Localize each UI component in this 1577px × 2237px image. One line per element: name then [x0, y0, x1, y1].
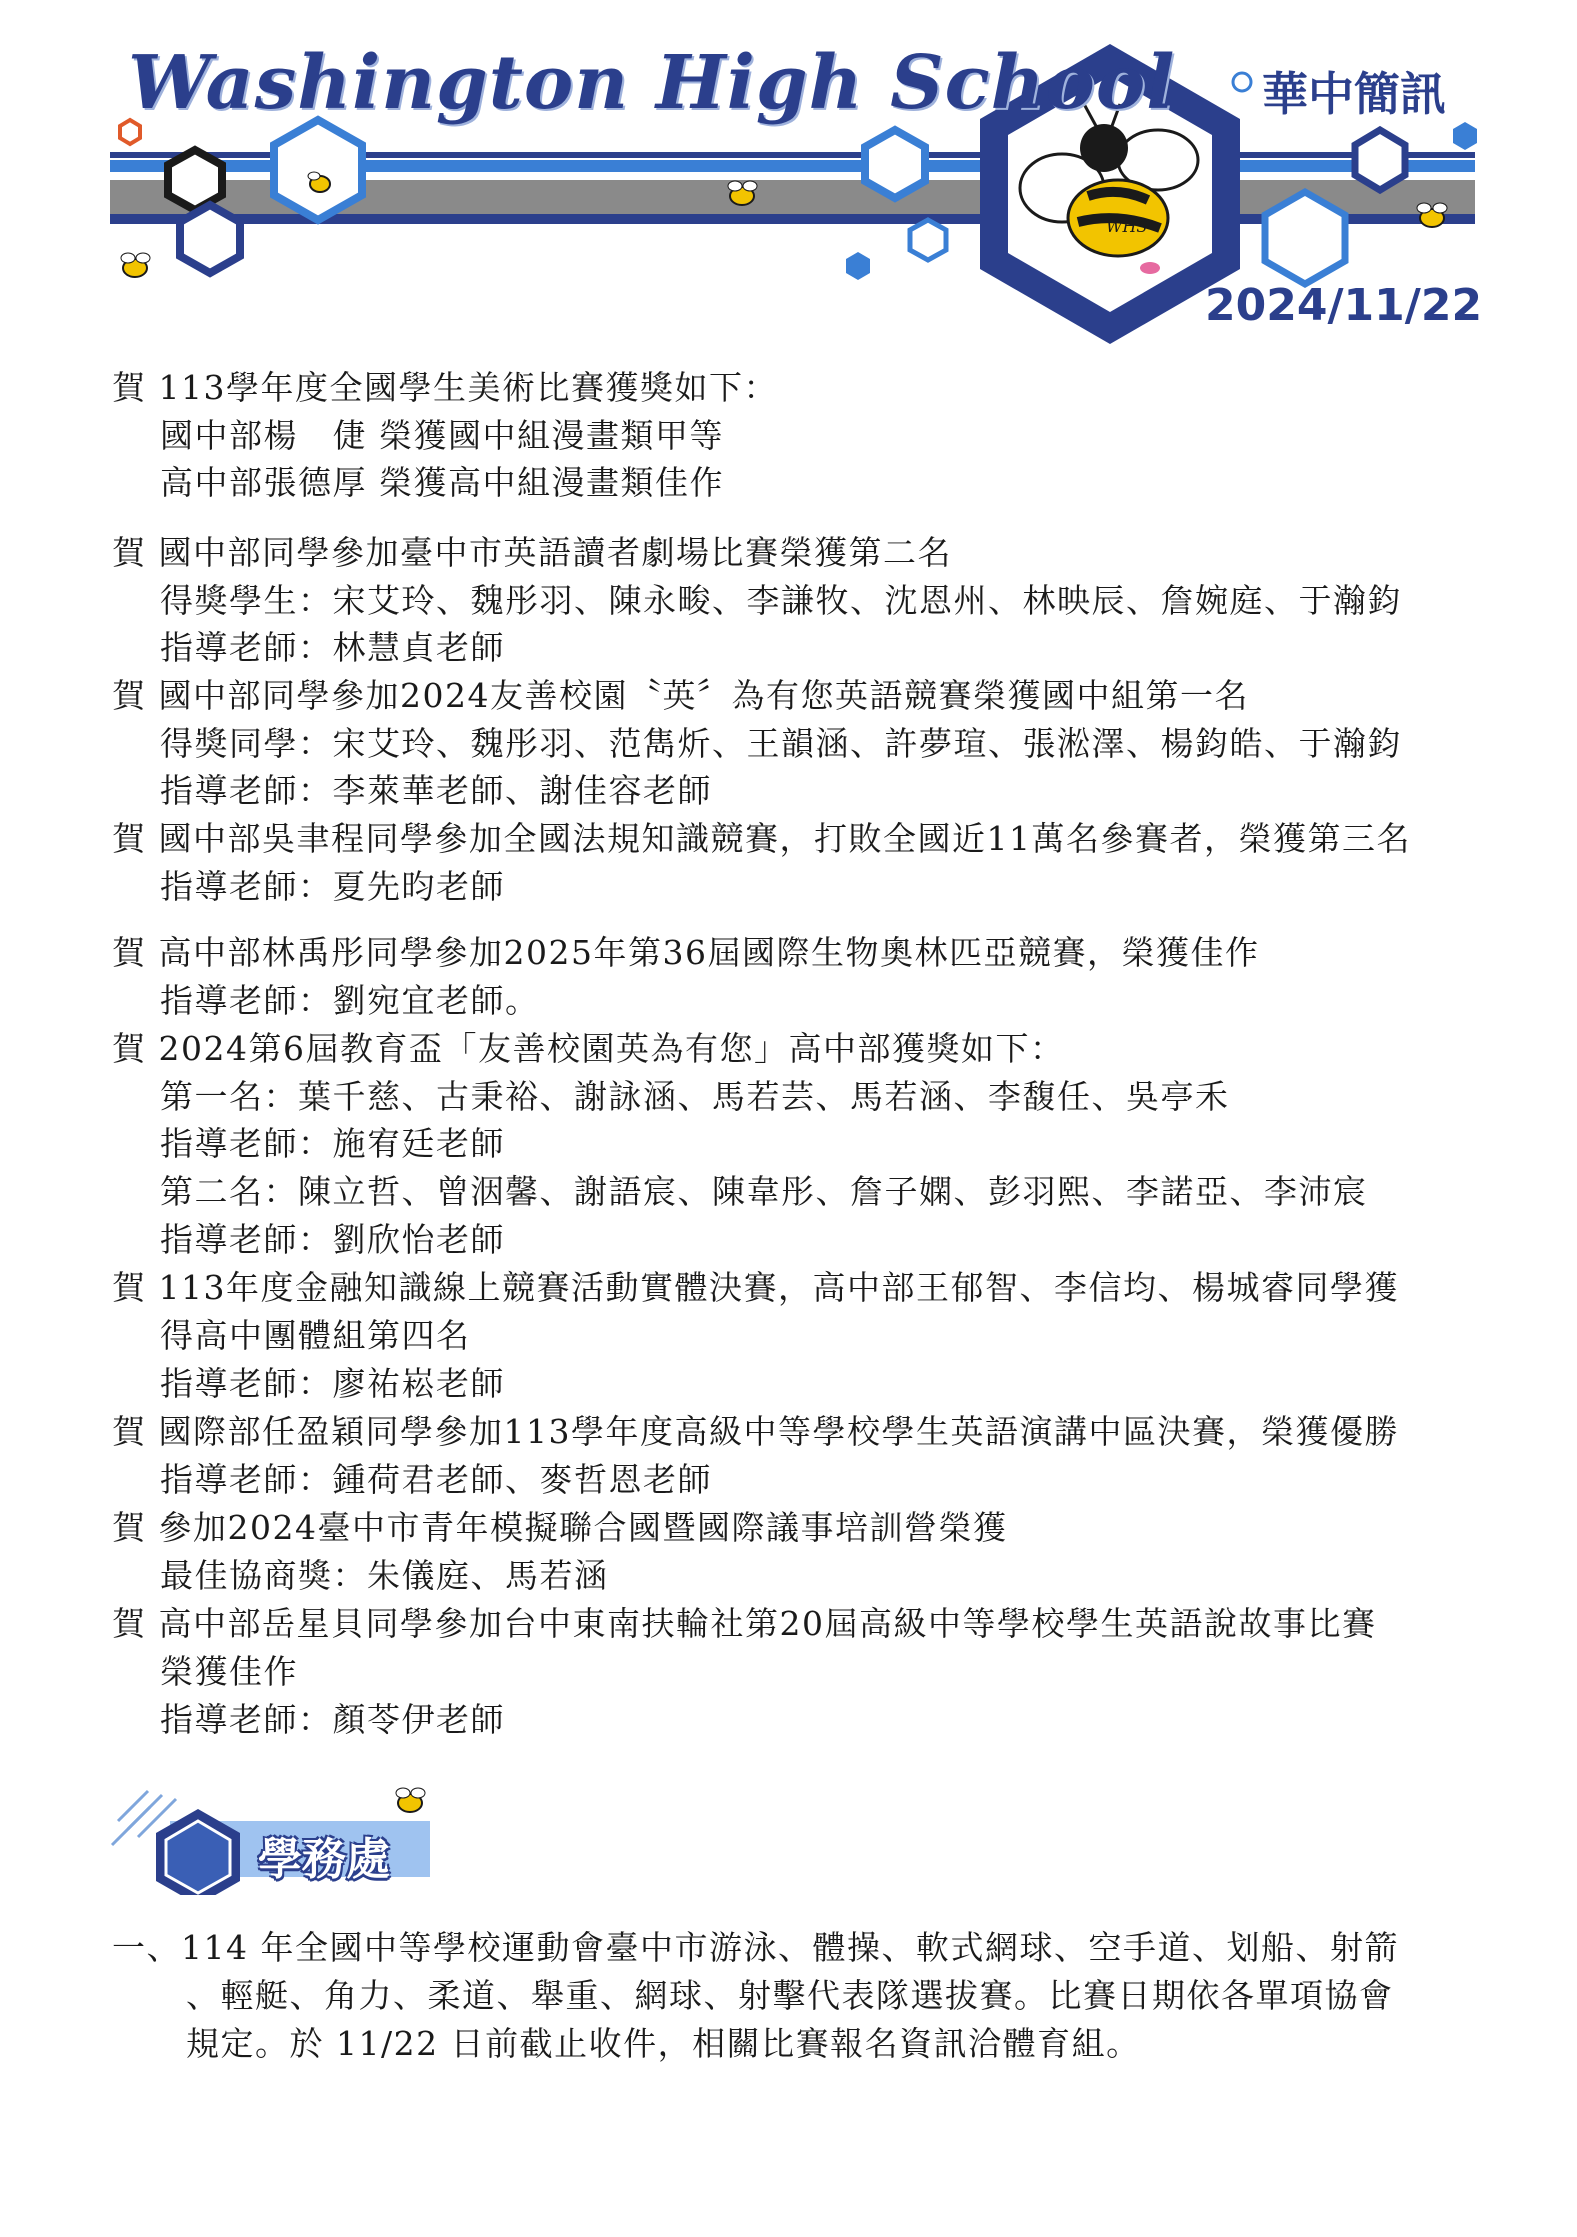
congrats-detail: 得高中團體組第四名	[160, 1316, 471, 1355]
congrats-detail: 指導老師：顏苓伊老師	[160, 1700, 505, 1739]
section-item-continued: 、輕艇、角力、柔道、舉重、網球、射擊代表隊選拔賽。比賽日期依各單項協會	[186, 1976, 1394, 2015]
school-name: Washington High School	[128, 40, 1176, 126]
congrats-heading: 賀 參加2024臺中市青年模擬聯合國暨國際議事培訓營榮獲	[112, 1508, 1008, 1547]
congrats-detail: 國中部楊 倢 榮獲國中組漫畫類甲等	[160, 416, 724, 455]
section-title: 學務處	[258, 1834, 390, 1885]
congrats-detail: 指導老師：劉宛宜老師。	[160, 981, 540, 1020]
congrats-detail: 第二名：陳立哲、曾洇馨、謝語宸、陳韋彤、詹子嫻、彭羽熙、李諾亞、李沛宸	[160, 1172, 1368, 1211]
congrats-detail: 得獎同學：宋艾玲、魏彤羽、范雋炘、王韻涵、許夢瑄、張淞澤、楊鈞皓、于瀚鈞	[160, 724, 1402, 763]
congrats-detail: 指導老師：劉欣怡老師	[160, 1220, 505, 1259]
section-item: 一、114 年全國中等學校運動會臺中市游泳、體操、軟式網球、空手道、划船、射箭	[112, 1928, 1399, 1967]
congrats-detail: 指導老師：施宥廷老師	[160, 1124, 505, 1163]
congrats-detail: 高中部張德厚 榮獲高中組漫畫類佳作	[160, 463, 724, 502]
congrats-detail: 榮獲佳作	[160, 1652, 298, 1691]
congrats-detail: 指導老師：夏先昀老師	[160, 867, 505, 906]
issue-date: 2024/11/22	[1205, 280, 1483, 331]
congrats-heading: 賀 113學年度全國學生美術比賽獲獎如下：	[112, 368, 778, 407]
section-item-continued: 規定。於 11/22 日前截止收件，相關比賽報名資訊洽體育組。	[186, 2024, 1141, 2063]
congrats-detail: 指導老師：林慧貞老師	[160, 628, 505, 667]
congrats-heading: 賀 高中部林禹彤同學參加2025年第36屆國際生物奧林匹亞競賽，榮獲佳作	[112, 933, 1260, 972]
congrats-detail: 得獎學生：宋艾玲、魏彤羽、陳永畯、李謙牧、沈恩州、林映辰、詹婉庭、于瀚鈞	[160, 581, 1402, 620]
congrats-heading: 賀 高中部岳星貝同學參加台中東南扶輪社第20屆高級中等學校學生英語說故事比賽	[112, 1604, 1377, 1643]
congrats-heading: 賀 2024第6屆教育盃「友善校園英為有您」高中部獲獎如下：	[112, 1029, 1065, 1068]
newsletter-title: 華中簡訊	[1262, 67, 1446, 121]
congrats-heading: 賀 國際部任盈穎同學參加113學年度高級中等學校學生英語演講中區決賽，榮獲優勝	[112, 1412, 1399, 1451]
congrats-detail: 最佳協商獎：朱儀庭、馬若涵	[160, 1556, 609, 1595]
bee-icon	[396, 1788, 425, 1812]
congrats-detail: 指導老師：廖祐崧老師	[160, 1364, 505, 1403]
congrats-heading: 賀 國中部吳聿程同學參加全國法規知識競賽，打敗全國近11萬名參賽者，榮獲第三名	[112, 819, 1411, 858]
congrats-heading: 賀 國中部同學參加2024友善校園〝英〞為有您英語競賽榮獲國中組第一名	[112, 676, 1249, 715]
congrats-detail: 第一名：葉千慈、古秉裕、謝詠涵、馬若芸、馬若涵、李馥任、吳亭禾	[160, 1077, 1230, 1116]
congrats-detail: 指導老師：李萊華老師、謝佳容老師	[160, 771, 712, 810]
section-banner	[110, 1785, 450, 1895]
congrats-detail: 指導老師：鍾荷君老師、麥哲恩老師	[160, 1460, 712, 1499]
congrats-heading: 賀 113年度金融知識線上競賽活動實體決賽，高中部王郁智、李信均、楊城睿同學獲	[112, 1268, 1399, 1307]
congrats-heading: 賀 國中部同學參加臺中市英語讀者劇場比賽榮獲第二名	[112, 533, 952, 572]
svg-text:WHS: WHS	[1106, 217, 1148, 236]
